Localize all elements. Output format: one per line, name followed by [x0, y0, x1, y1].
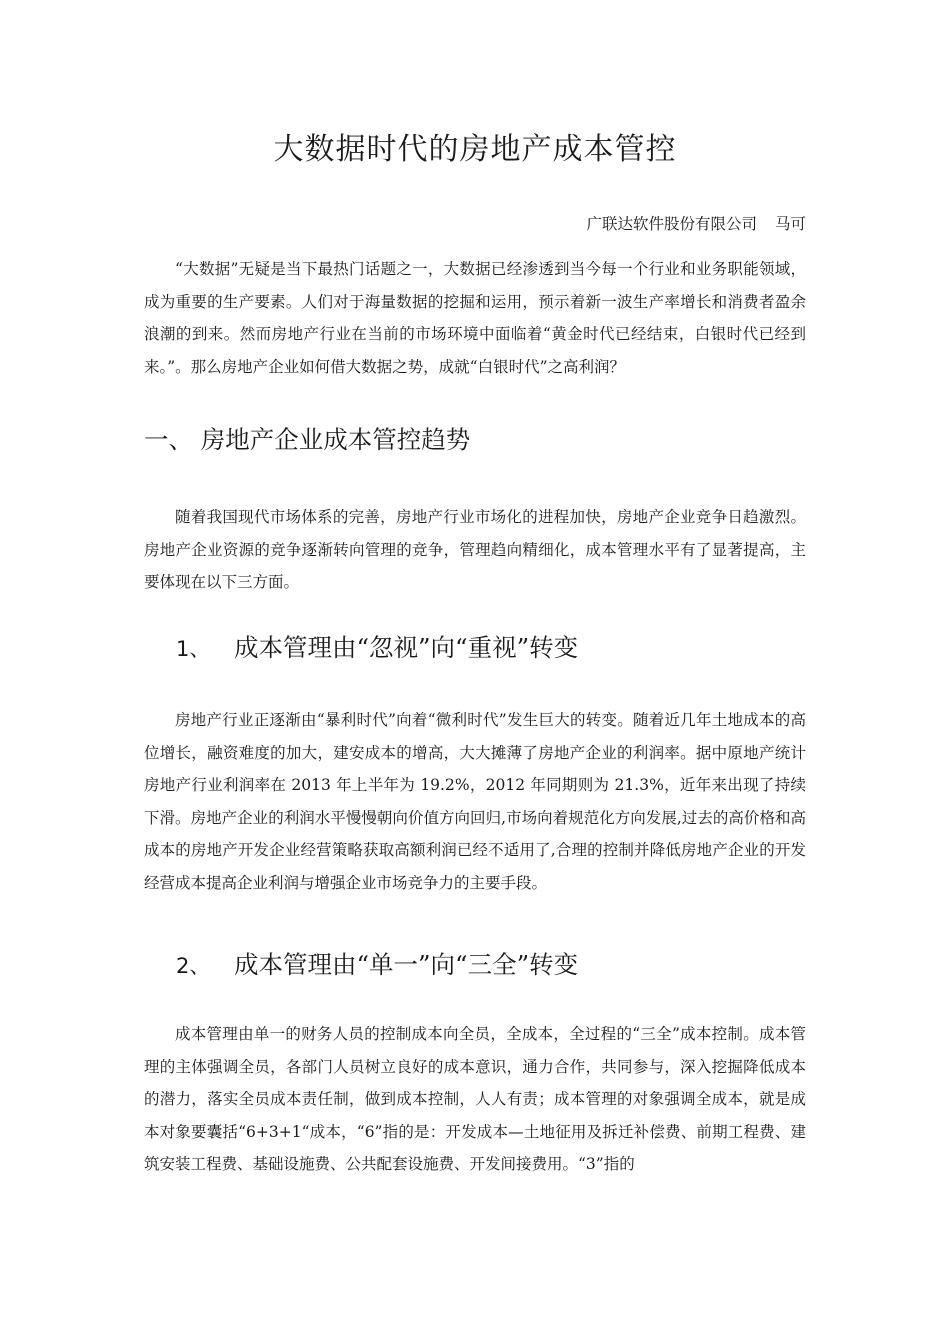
section-1-paragraph: 随着我国现代市场体系的完善，房地产行业市场化的进程加快，房地产企业竞争日趋激烈。房地产企业资源的竞争逐渐转向管理的竞争，管理趋向精细化，成本管理水平有了显著提高，主要体现在以下三方面。 — [144, 508, 806, 591]
subsection-1-paragraph: 房地产行业正逐渐由“暴利时代”向着“微利时代”发生巨大的转变。随着近几年土地成本的高位增长，融资难度的加大，建安成本的增高，大大摊薄了房地产企业的利润率。据中原地产统计房地产行业利润率在 2013 年上半年为 19.2%，2012 年同期则为 21.3%，近年来出现了持续下滑。房地产企业的利润水平慢慢朝向价值方向回归,市场向着规范化方向发展,过去的高价格和高成本的房地产开发企业经营策略获取高额利润已经不适用了,合理的控制并降低房地产企业的开发经营成本提高企业利润与增强企业市场竞争力的主要手段。 — [144, 711, 806, 892]
subsection-2-paragraph: 成本管理由单一的财务人员的控制成本向全员，全成本，全过程的“三全”成本控制。成本管理的主体强调全员，各部门人员树立良好的成本意识，通力合作，共同参与，深入挖掘降低成本的潜力，落实全员成本责任制，做到成本控制，人人有责；成本管理的对象强调全成本，就是成本对象要囊括“6+3+1“成本，“6”指的是：开发成本—土地征用及拆迁补偿费、前期工程费、建筑安装工程费、基础设施费、公共配套设施费、开发间接费用。“3”指的 — [144, 1025, 806, 1173]
document-title: 大数据时代的房地产成本管控 — [273, 132, 677, 167]
subsection-1-title: 成本管理由“忽视”向“重视”转变 — [234, 633, 579, 662]
author-name: 马可 — [774, 215, 806, 233]
subsection-2-title: 成本管理由“单一”向“三全”转变 — [234, 950, 579, 979]
subsection-2-number: 2、 — [176, 954, 211, 978]
author-line — [586, 210, 806, 238]
subsection-2-heading — [176, 945, 578, 986]
author-company: 广联达软件股份有限公司 — [586, 215, 757, 233]
intro-paragraph: “大数据”无疑是当下最热门话题之一，大数据已经渗透到当今每一个行业和业务职能领域，成为重要的生产要素。人们对于海量数据的挖掘和运用，预示着新一波生产率增长和消费者盈余浪潮的到来。然而房地产行业在当前的市场环境中面临着“黄金时代已经结束，白银时代已经到来。”。那么房地产企业如何借大数据之势，成就“白银时代”之高利润？ — [144, 260, 806, 376]
subsection-1-heading — [176, 628, 578, 669]
section-1-heading: 一、 房地产企业成本管控趋势 — [144, 425, 471, 454]
subsection-1-number: 1、 — [176, 637, 211, 661]
